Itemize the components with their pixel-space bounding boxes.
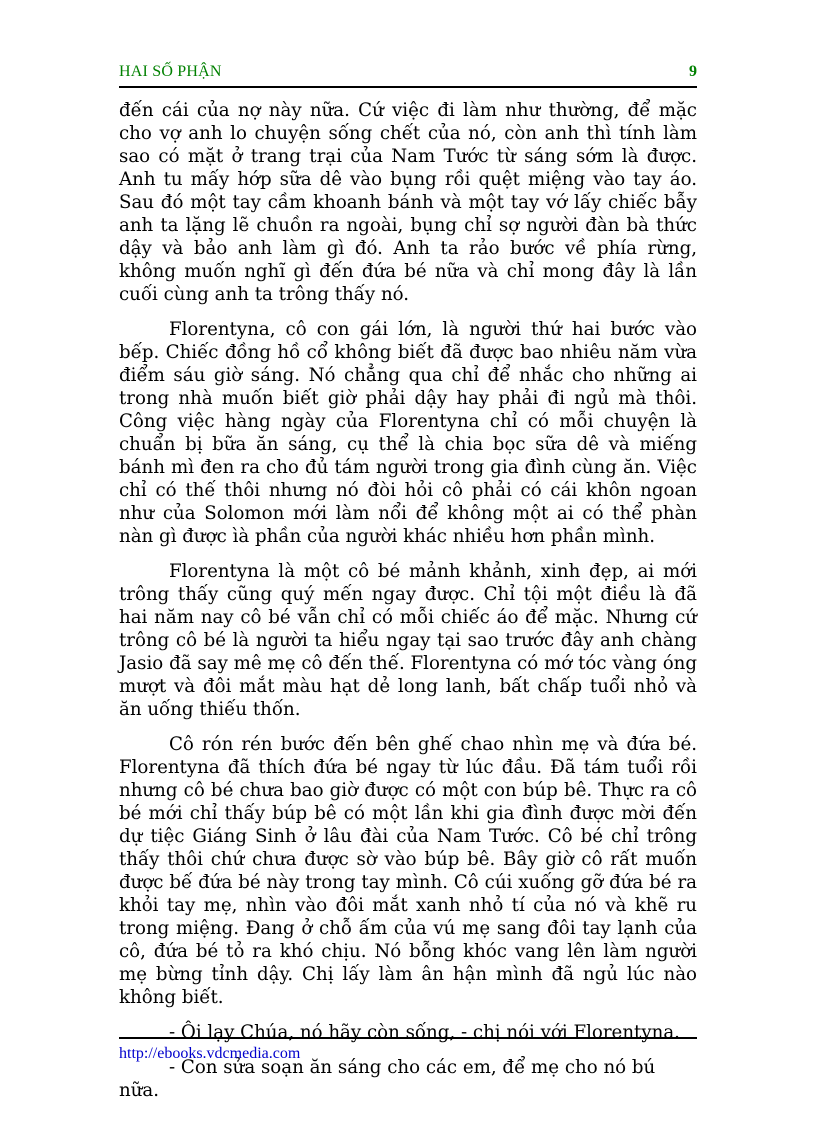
source-link[interactable]: http://ebooks.vdcmedia.com	[119, 1045, 301, 1062]
page-header	[119, 60, 697, 88]
page-footer	[119, 1037, 697, 1063]
dialogue-line: - Con sửa soạn ăn sáng cho các em, để mẹ cho nó bú nữa.	[119, 1057, 656, 1101]
paragraph: Cô rón rén bước đến bên ghế chao nhìn mẹ và đứa bé. Florentyna đã thích đứa bé ngay từ lúc đầu. Đã tám tuổi rồi nhưng cô bé chưa bao giờ được có một con búp bê. Thực ra cô bé mới chỉ thấy búp bê có một lần khi gia đình được mời đến dự tiệc Giáng Sinh ở lâu đài của Nam Tước. Cô bé chỉ trông thấy thôi chứ chưa được sờ vào búp bê. Bây giờ cô rất muốn được bế đứa bé này trong tay mình. Cô cúi xuống gỡ đứa bé ra khỏi tay mẹ, nhìn vào đôi mắt xanh nhỏ tí của nó và khẽ ru trong miệng. Đang ở chỗ ấm của vú mẹ sang đôi tay lạnh của cô, đứa bé tỏ ra khó chịu. Nó bỗng khóc vang lên làm người mẹ bừng tỉnh dậy. Chị lấy làm ân hận mình đã ngủ lúc nào không biết.	[119, 734, 697, 1008]
dialogue-line: - Ôi lạy Chúa, nó hãy còn sống, - chị nói với Florentyna.	[169, 1022, 680, 1043]
book-title: HAI SỐ PHẬN	[119, 63, 222, 80]
paragraph: Florentyna là một cô bé mảnh khảnh, xinh đẹp, ai mới trông thấy cũng quý mến ngay được. Chỉ tội một điều là đã hai năm nay cô bé vẫn chỉ có mỗi chiếc áo để mặc. Nhưng cứ trông cô bé là người ta hiểu ngay tại sao trước đây anh chàng Jasio đã say mê mẹ cô đến thế. Florentyna có mớ tóc vàng óng mượt và đôi mắt màu hạt dẻ long lanh, bất chấp tuổi nhỏ và ăn uống thiếu thốn.	[119, 561, 697, 720]
paragraph: Florentyna, cô con gái lớn, là người thứ hai bước vào bếp. Chiếc đồng hồ cổ không biết đã được bao nhiêu năm vừa điểm sáu giờ sáng. Nó chẳng qua chỉ để nhắc cho những ai trong nhà muốn biết giờ phải dậy hay phải đi ngủ mà thôi. Công việc hàng ngày của Florentyna chỉ có mỗi chuyện là chuẩn bị bữa ăn sáng, cụ thể là chia bọc sữa dê và miếng bánh mì đen ra cho đủ tám người trong gia đình cùng ăn. Việc chỉ có thế thôi nhưng nó đòi hỏi cô phải có cái khôn ngoan như của Solomon mới làm nổi để không một ai có thể phàn nàn gì được ìà phần của người khác nhiều hơn phần mình.	[119, 319, 697, 547]
page-number: 9	[689, 63, 697, 80]
page-body	[119, 99, 697, 1114]
paragraph: đến cái của nợ này nữa. Cứ việc đi làm như thường, để mặc cho vợ anh lo chuyện sống chết của nó, còn anh thì tính làm sao có mặt ở trang trại của Nam Tước từ sáng sớm là được. Anh tu mấy hớp sữa dê vào bụng rồi quệt miệng vào tay áo. Sau đó một tay cầm khoanh bánh và một tay vớ lấy chiếc bẫy anh ta lặng lẽ chuồn ra ngoài, bụng chỉ sợ người đàn bà thức dậy và bảo anh làm gì đó. Anh ta rảo bước về phía rừng, không muốn nghĩ gì đến đứa bé nữa và chỉ mong đây là lần cuối cùng anh ta trông thấy nó.	[119, 100, 697, 305]
